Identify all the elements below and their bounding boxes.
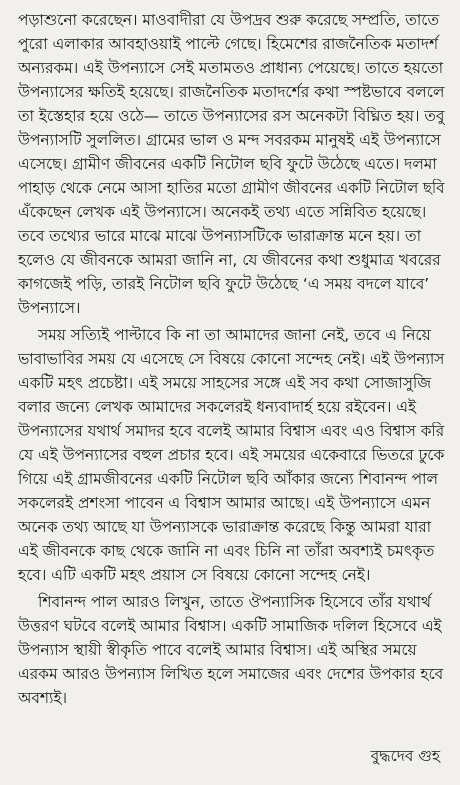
author-signature: বুদ্ধদেব গুহ bbox=[370, 747, 440, 765]
text-line: অবশ্যই। bbox=[18, 689, 67, 707]
text-line: পুরো এলাকার আবহাওয়াই পাল্টে গেছে। হিমেশের রাজনৈতিক মতাদর্শ bbox=[18, 35, 439, 53]
text-line: উপন্যাসের যথার্থ সমাদর হবে বলেই আমার বিশ্বাস এবং এও বিশ্বাস করি bbox=[18, 422, 445, 440]
text-line: সময় সত্যিই পাল্টাবে কি না তা আমাদের জানা নেই, তবে এ নিয়ে bbox=[38, 326, 431, 344]
text-line: উপন্যাসে। bbox=[18, 299, 81, 317]
text-line: যে এই উপন্যাসের বহুল প্রচার হবে। এই সময়ের একেবারে ভিতরে ঢুকে bbox=[18, 446, 445, 464]
text-line: এসেছে। গ্রামীণ জীবনের একটি নিটোল ছবি ফুটে উঠেছে এতে। দলমা bbox=[18, 155, 437, 173]
text-line: অনেক তথ্য আছে যা উপন্যাসকে ভারাক্রান্ত করেছে কিন্তু আমরা যারা bbox=[18, 518, 432, 536]
text-line: গিয়ে এই গ্রামজীবনের একটি নিটোল ছবি আঁকার জন্যে শিবানন্দ পাল bbox=[18, 470, 438, 488]
text-line: উপন্যাসটি সুললিত। গ্রামের ভাল ও মন্দ সবরকম মানুষই এই উপন্যাসে bbox=[18, 131, 441, 149]
text-line: সকলেরই প্রশংসা পাবেন এ বিশ্বাস আমার আছে। এই উপন্যাসে এমন bbox=[18, 494, 431, 512]
text-line: উপন্যাসের ক্ষতিই হয়েছে। রাজনৈতিক মতাদর্শের কথা স্পষ্টভাবে বললে bbox=[18, 83, 445, 101]
text-line: ভাবাভাবির সময় যে এসেছে সে বিষয়ে কোনো সন্দেহ নেই। এই উপন্যাস bbox=[18, 350, 445, 368]
book-page bbox=[18, 8, 446, 778]
text-line: তবে তথ্যের ভারে মাঝে মাঝে উপন্যাসটিকে ভারাক্রান্ত মনে হয়। তা bbox=[18, 227, 422, 245]
text-line: এঁকেছেন লেখক এই উপন্যাসে। অনেকই তথ্য এতে সন্নিবিত হয়েছে। bbox=[18, 203, 427, 221]
text-line: তা ইস্তেহার হয়ে ওঠে— তাতে উপন্যাসের রস অনেকটা বিঘ্নিত হয়। তবু bbox=[18, 107, 445, 125]
text-line: হলেও যে জীবনকে আমরা জানি না, যে জীবনের কথা শুধুমাত্র খবরের bbox=[18, 251, 441, 269]
text-line: পাহাড় থেকে নেমে আসা হাতির মতো গ্রামীণ জীবনের একটি নিটোল ছবি bbox=[18, 179, 445, 197]
text-line: উপন্যাস স্থায়ী স্বীকৃতি পাবে বলেই আমার বিশ্বাস। এই অস্থির সময়ে bbox=[18, 641, 417, 659]
text-line: পড়াশুনো করেছেন। মাওবাদীরা যে উপদ্রব শুরু করেছে সম্প্রতি, তাতে bbox=[18, 11, 440, 29]
text-line: এই জীবনকে কাছ থেকে জানি না এবং চিনি না তাঁরা অবশ্যই চমৎকৃত bbox=[18, 542, 435, 560]
text-line: অন্যরকম। এই উপন্যাসে সেই মতামতও প্রাধান্য পেয়েছে। তাতে হয়তো bbox=[18, 59, 444, 77]
text-line: কাগজেই পড়ি, তারই নিটোল ছবি ফুটে উঠেছে ‘এ সময় বদলে যাবে’ bbox=[18, 275, 430, 293]
text-line: হবে। এটি একটি মহৎ প্রয়াস সে বিষয়ে কোনো সন্দেহ নেই। bbox=[18, 566, 371, 584]
text-line: শিবানন্দ পাল আরও লিখুন, তাতে ঔপন্যাসিক হিসেবে তাঁর যথার্থ bbox=[38, 593, 431, 611]
text-line: এরকম আরও উপন্যাস লিখিত হলে সমাজের এবং দেশের উপকার হবে bbox=[18, 665, 444, 683]
text-line: একটি মহৎ প্রচেষ্টা। এই সময়ে সাহসের সঙ্গে এই সব কথা সোজাসুজি bbox=[18, 374, 432, 392]
text-line: উত্তরণ ঘটবে বলেই আমার বিশ্বাস। একটি সামাজিক দলিল হিসেবে এই bbox=[18, 617, 442, 635]
text-line: বলার জন্যে লেখক আমাদের সকলেরই ধন্যবাদার্হ হয়ে রইবেন। এই bbox=[18, 398, 416, 416]
